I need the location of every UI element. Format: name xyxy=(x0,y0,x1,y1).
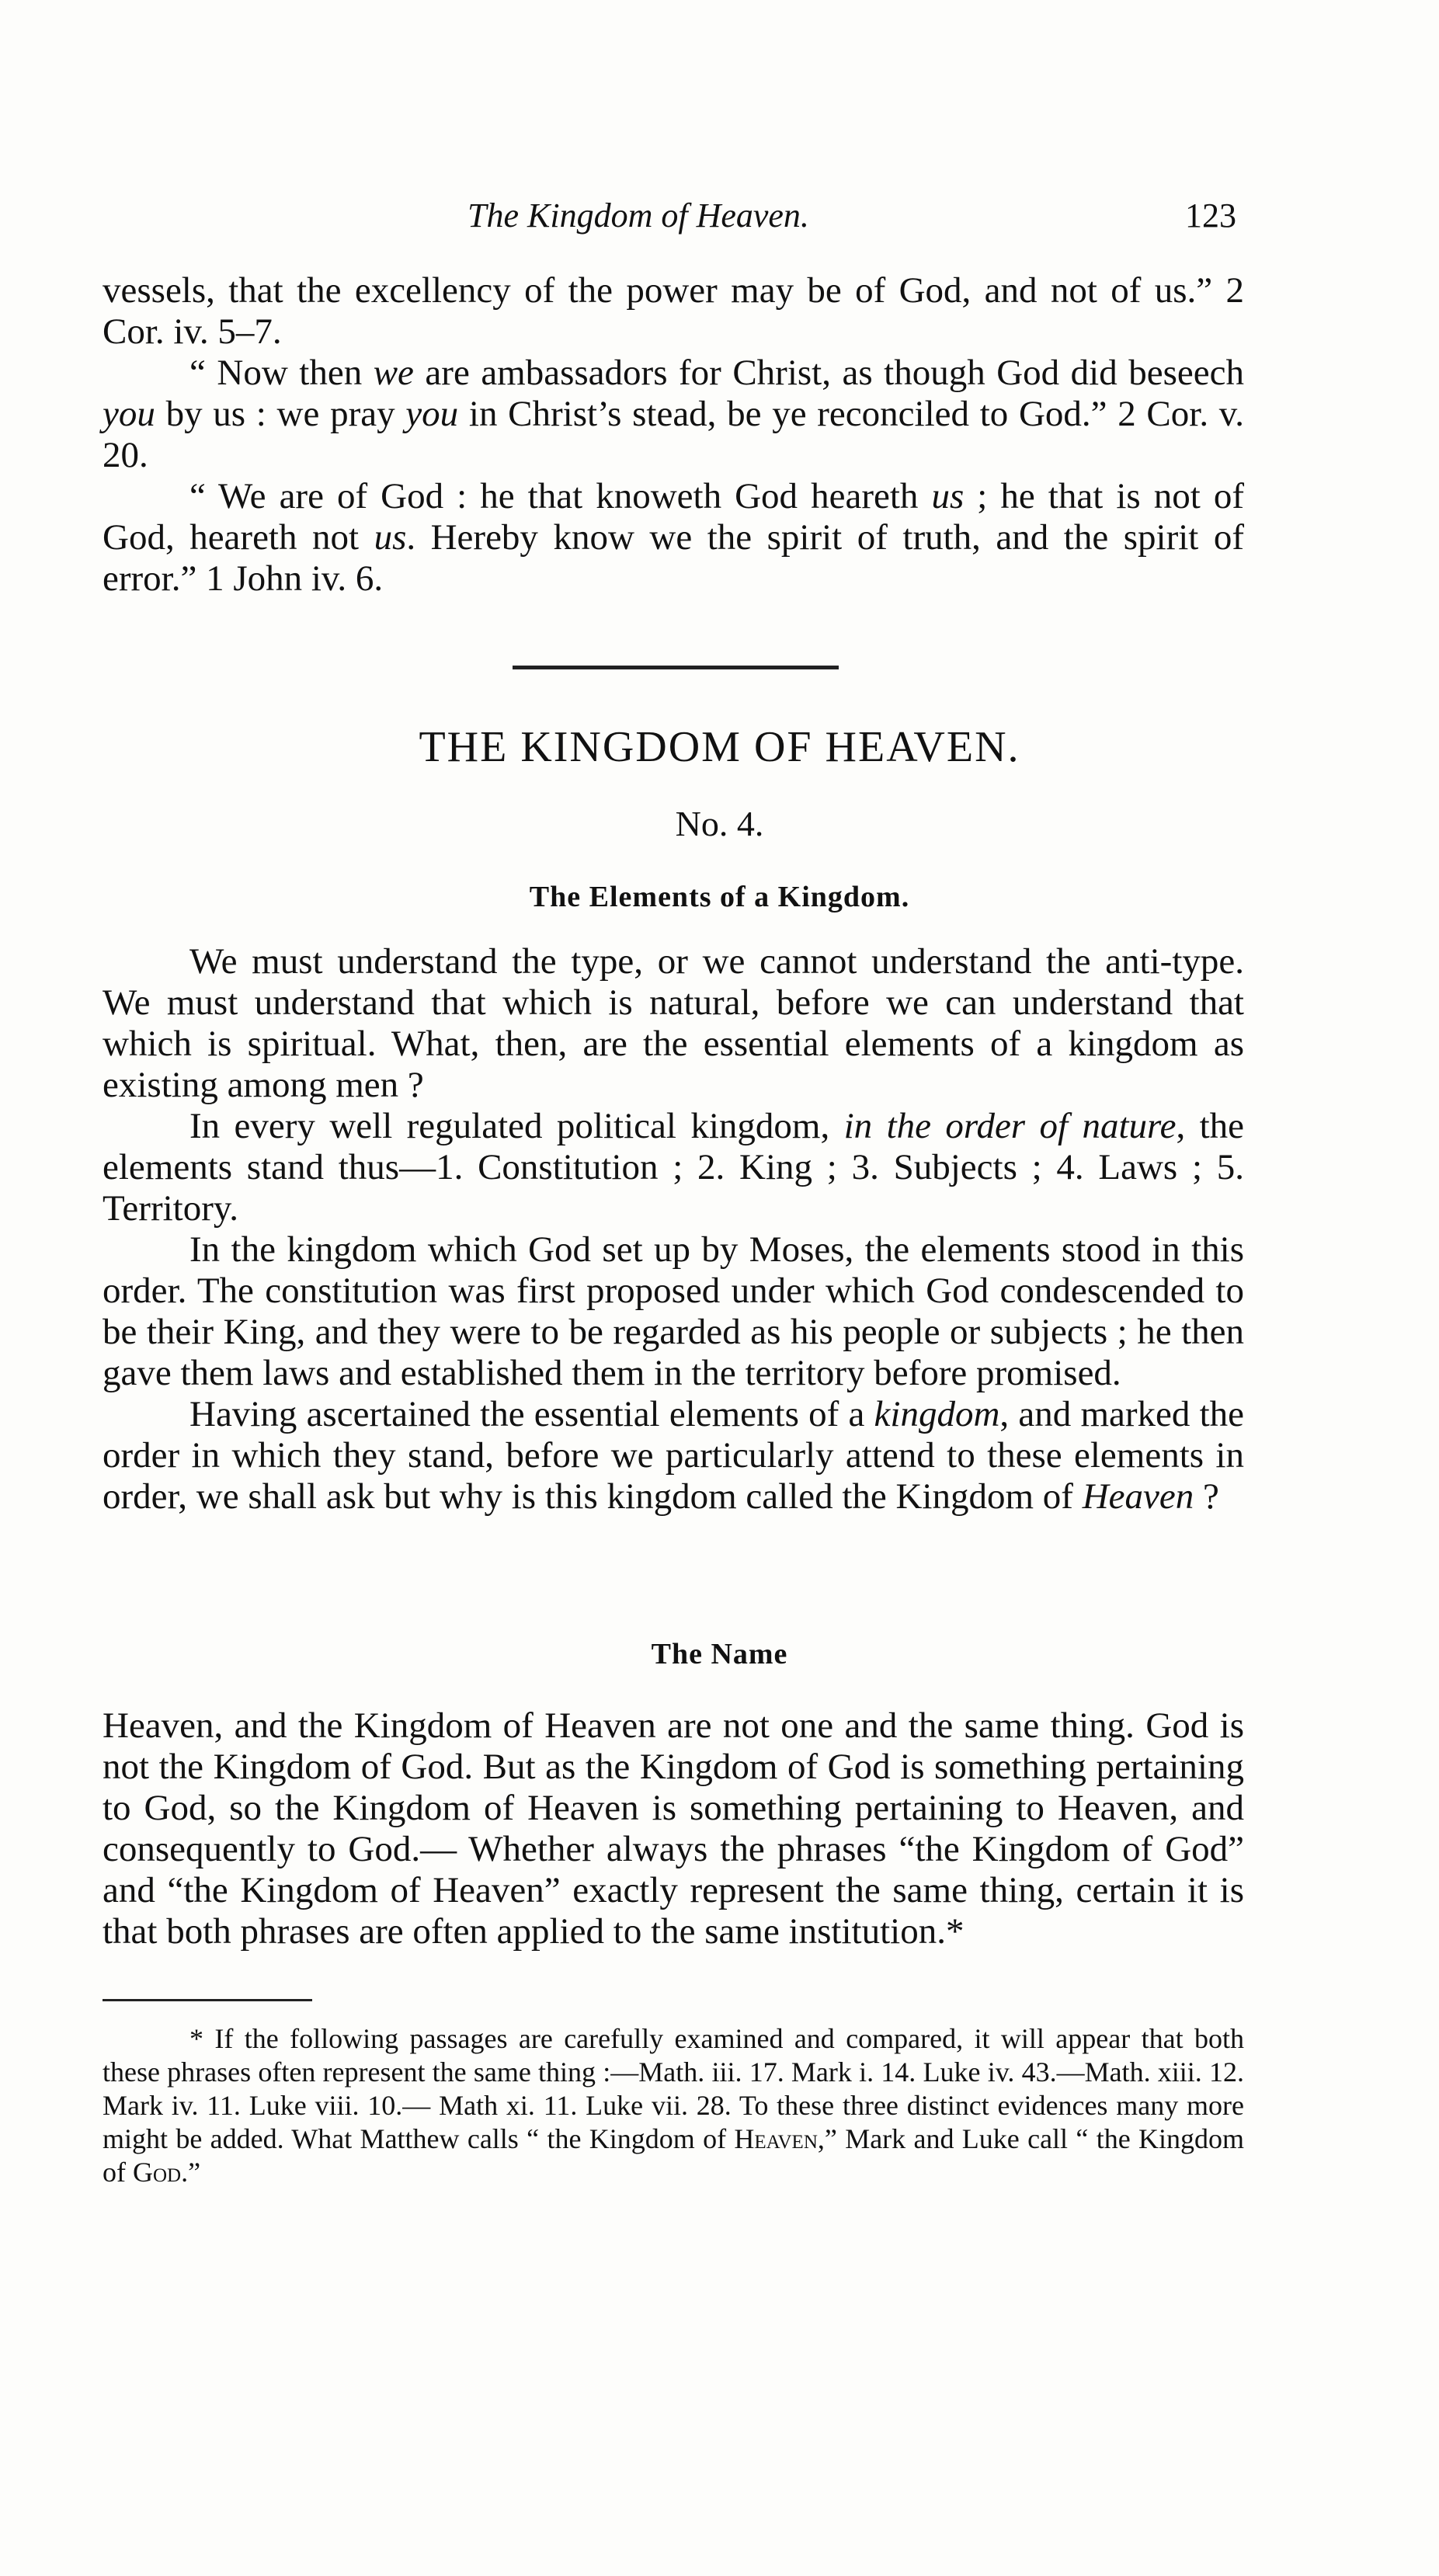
name-section-body xyxy=(103,1705,1244,1952)
article-number: No. 4. xyxy=(675,804,764,843)
page-header xyxy=(103,196,1244,242)
footnote-text: * If the following passages are carefully examined and compared, it will appear that both these phrases often represent the same thing :—Math. iii. 17. Mark i. 14. Luke iv. 43.—Math. xiii. 12. Mark iv. 11. Luke viii. 10.— Math xi. 11. Luke vii. 28. To these three distinct evidences many more might be added. What Matthew calls “ the Kingdom of Heaven,” Mark and Luke call “ the Kingdom of God.” xyxy=(103,2023,1244,2188)
footnote xyxy=(103,2022,1244,2189)
article-title: THE KINGDOM OF HEAVEN. xyxy=(419,723,1020,771)
article-body xyxy=(103,941,1244,1517)
running-title: The Kingdom of Heaven. xyxy=(468,196,809,235)
quote-paragraph-2: “ We are of God : he that knoweth God heareth us ; he that is not of God, heareth not us. Hereby know we the spirit of truth, and the spirit of error.” 1 John iv. 6. xyxy=(103,476,1244,599)
body-paragraph-5: Heaven, and the Kingdom of Heaven are not one and the same thing. God is not the Kingdom of God. But as the Kingdom of God is something pertaining to God, so the Kingdom of Heaven is something pertaining to Heaven, and consequently to God.— Whether always the phrases “the Kingdom of God” and “the Kingdom of Heaven” exactly represent the same thing, certain it is that both phrases are often applied to the same institution.* xyxy=(103,1705,1244,1952)
body-paragraph-1: We must understand the type, or we cannot understand the anti-type. We must understand that which is natural, before we can understand that which is spiritual. What, then, are the essential elements of a kingdom as existing among men ? xyxy=(103,941,1244,1105)
body-paragraph-3: In the kingdom which God set up by Moses, the elements stood in this order. The constitution was first proposed under which God condescended to be their King, and they were to be regarded as his people or subjects ; he then gave them laws and established them in the territory before promised. xyxy=(103,1229,1244,1393)
section-divider xyxy=(513,666,839,669)
body-paragraph-2: In every well regulated political kingdom, in the order of nature, the elements stand thus—1. Constitution ; 2. King ; 3. Subjects ; 4. Laws ; 5. Territory. xyxy=(103,1106,1245,1229)
continued-paragraph: vessels, that the excellency of the power may be of God, and not of us.” 2 Cor. iv. 5–7. xyxy=(103,270,1244,352)
article-subtitle: The Elements of a Kingdom. xyxy=(529,881,910,913)
quote-paragraph-1: “ Now then we are ambassadors for Christ, as though God did beseech you by us : we pray you in Christ’s stead, be ye reconciled to God.” 2 Cor. v. 20. xyxy=(103,353,1244,475)
page-number: 123 xyxy=(1185,196,1236,235)
section-heading-name: The Name xyxy=(651,1638,788,1670)
footnote-rule xyxy=(103,1999,312,2001)
continued-text xyxy=(103,270,1244,600)
body-paragraph-4: Having ascertained the essential elements of a kingdom, and marked the order in which they stand, before we particularly attend to these elements in order, we shall ask but why is this kingdom called the Kingdom of Heaven ? xyxy=(103,1394,1244,1517)
